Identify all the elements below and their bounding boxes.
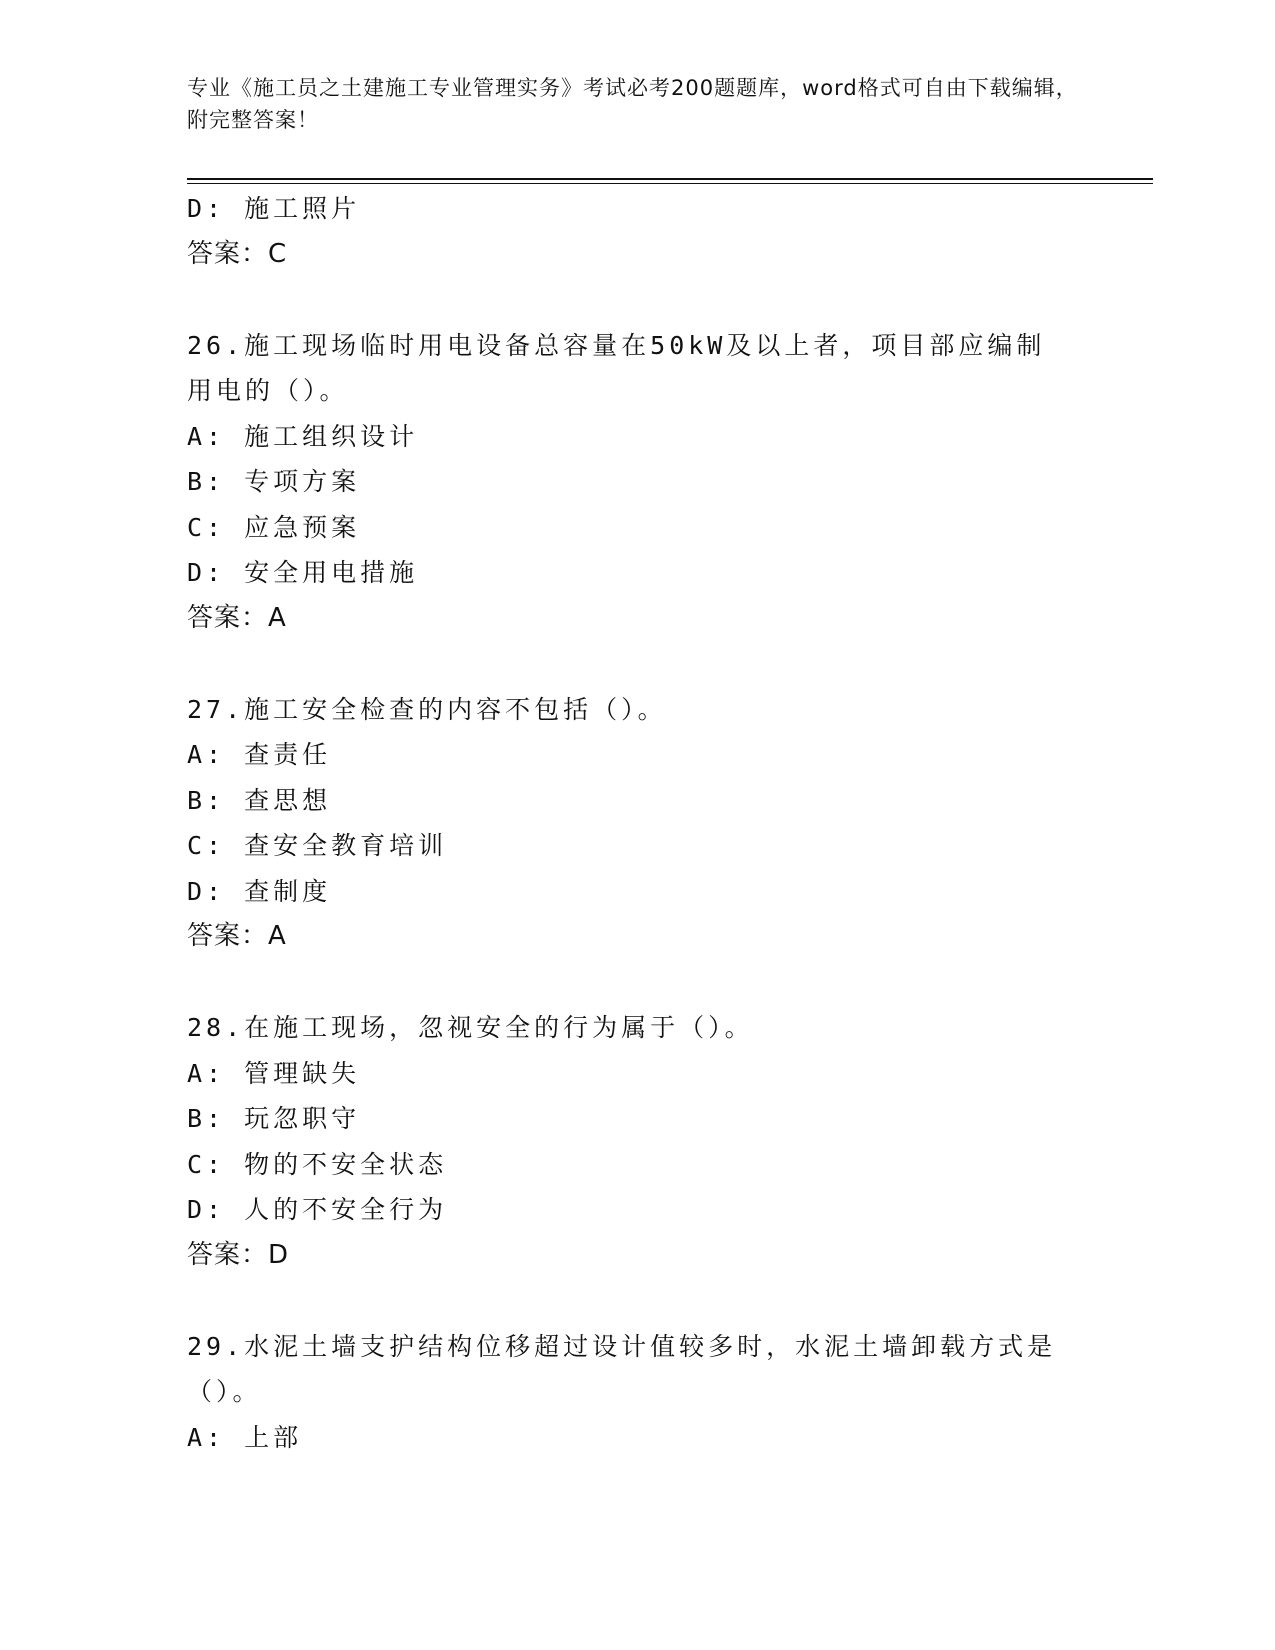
option-a: A: 上部 [187, 1422, 303, 1452]
answer: 答案：A [187, 602, 287, 633]
option-c: C: 物的不安全状态 [187, 1149, 448, 1179]
option-a: A: 查责任 [187, 740, 332, 769]
option-b: B: 玩忽职守 [187, 1104, 361, 1133]
spacer [187, 641, 1087, 687]
question-28: 28.在施工现场，忽视安全的行为属于（）。 [187, 1013, 754, 1042]
option-c: C: 查安全教育培训 [187, 831, 448, 860]
option-d: D: 查制度 [187, 876, 332, 906]
question-26: 26.施工现场临时用电设备总容量在50kW及以上者，项目部应编制用电的（）。 [187, 330, 1046, 405]
document-header: 专业《施工员之土建施工专业管理实务》考试必考200题题库，word格式可自由下载编辑，附完整答案！ [187, 76, 1078, 132]
question-27: 27.施工安全检查的内容不包括（）。 [187, 694, 667, 724]
question-29: 29.水泥土墙支护结构位移超过设计值较多时，水泥土墙卸载方式是（）。 [187, 1331, 1057, 1406]
option-b: B: 查思想 [187, 785, 332, 815]
option-b: B: 专项方案 [187, 467, 361, 496]
spacer [187, 1278, 1087, 1324]
spacer [187, 277, 1087, 323]
option-d: D: 施工照片 [187, 194, 361, 223]
option-d: D: 人的不安全行为 [187, 1195, 448, 1224]
header-divider-thin [187, 183, 1153, 184]
spacer [187, 960, 1087, 1006]
option-a: A: 施工组织设计 [187, 421, 419, 451]
header-divider-thick [187, 178, 1153, 180]
question-content [187, 186, 1087, 1460]
answer: 答案：A [187, 921, 287, 951]
answer: 答案：D [187, 1239, 290, 1270]
option-a: A: 管理缺失 [187, 1058, 361, 1088]
option-c: C: 应急预案 [187, 512, 361, 542]
option-d: D: 安全用电措施 [187, 558, 419, 587]
answer: 答案：C [187, 238, 288, 269]
